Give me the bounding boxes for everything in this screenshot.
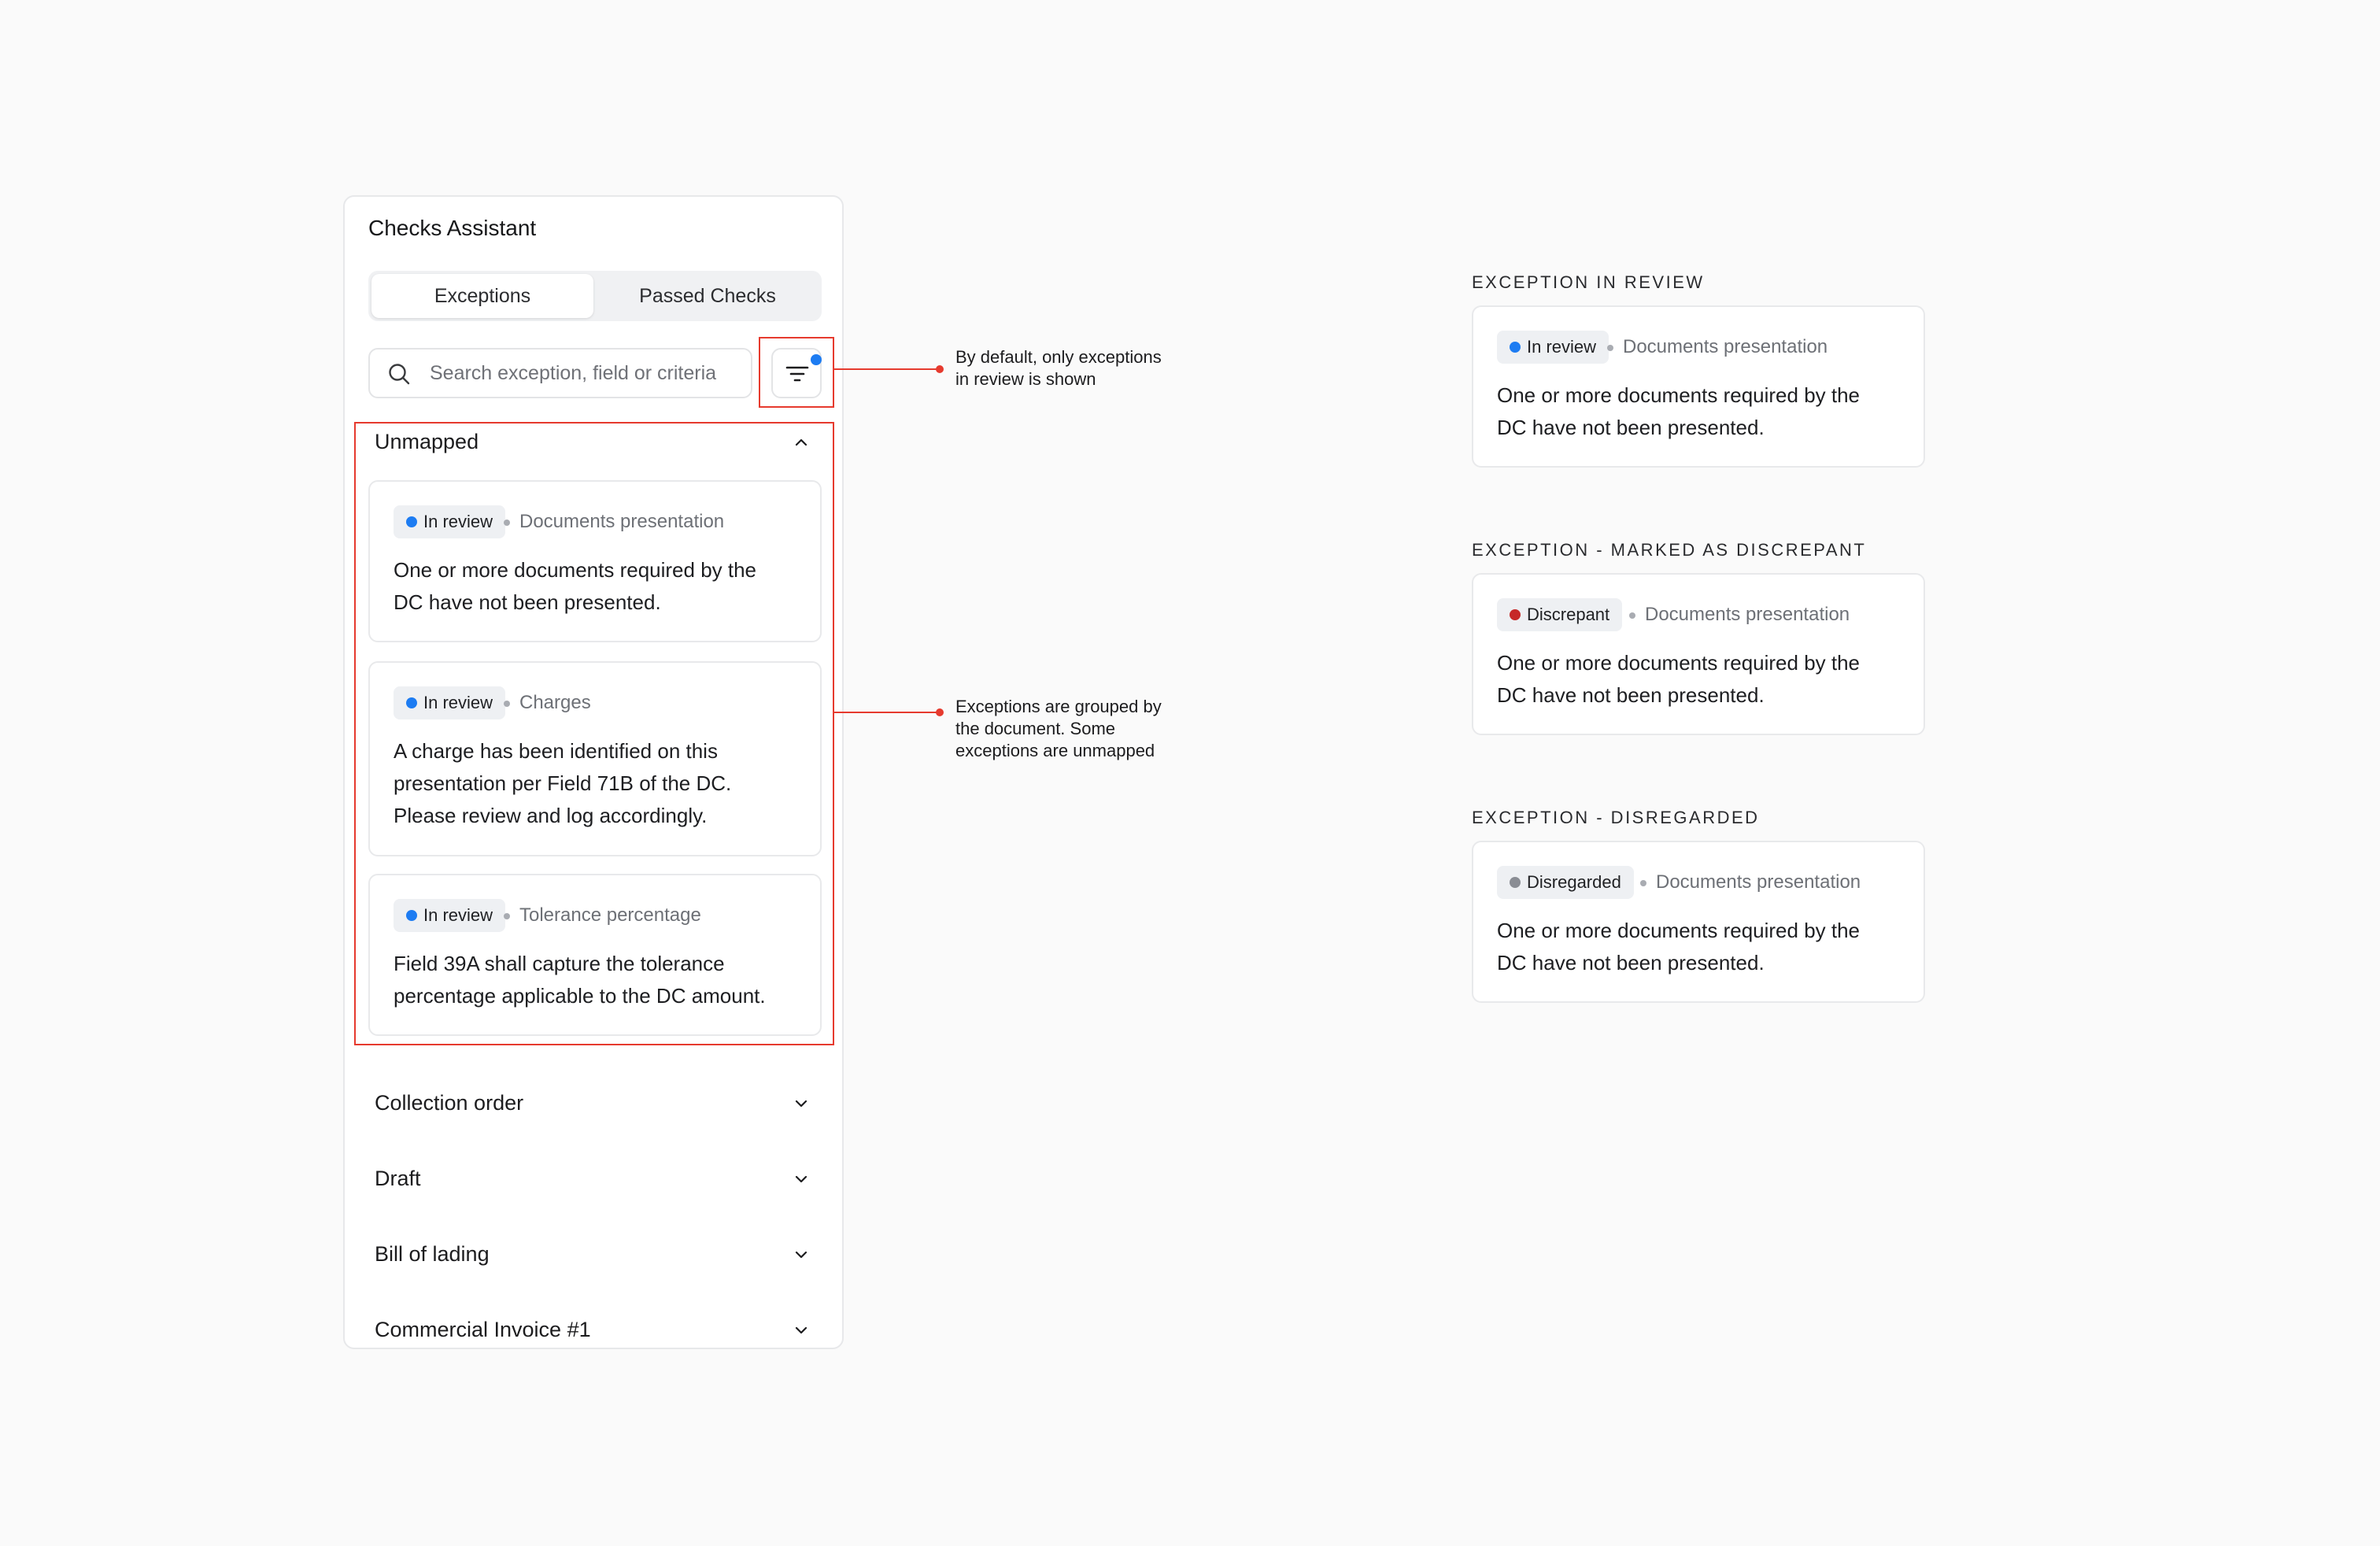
separator-dot (1629, 612, 1635, 619)
text-line: DC have not been presented. (1497, 416, 1765, 439)
chevron-down-icon (793, 1171, 809, 1187)
annotation-dot (936, 365, 944, 373)
example-label-disregarded: EXCEPTION - DISREGARDED (1472, 808, 1760, 827)
status-label: In review (1527, 337, 1597, 357)
exception-category (1598, 331, 1828, 364)
status-badge (1497, 866, 1634, 899)
annotation-connector (834, 368, 940, 370)
text-line: DC have not been presented. (1497, 683, 1765, 707)
status-badge (1497, 598, 1622, 631)
status-dot (1510, 342, 1521, 353)
category-label: Documents presentation (1623, 336, 1828, 357)
text-line: DC have not been presented. (1497, 951, 1765, 975)
annotation-line: Exceptions are grouped by (955, 697, 1162, 716)
group-label: Commercial Invoice #1 (375, 1318, 591, 1341)
group-label: Bill of lading (375, 1242, 490, 1266)
group-label: Draft (375, 1167, 421, 1190)
annotation-line: By default, only exceptions (955, 347, 1162, 367)
search-input[interactable] (430, 350, 745, 397)
text-line: One or more documents required by the (1497, 919, 1861, 942)
text-line: One or more documents required by the (1497, 651, 1861, 675)
exception-category (1620, 598, 1850, 631)
tab-exceptions[interactable]: Exceptions (371, 274, 593, 318)
tab-bar (368, 271, 822, 321)
status-label: In review (423, 905, 493, 925)
text-line: Field 39A shall capture the tolerance (394, 952, 725, 975)
example-label-discrepant: EXCEPTION - MARKED AS DISCREPANT (1472, 540, 1867, 560)
category-label: Documents presentation (1656, 871, 1861, 893)
group-header-collection-order[interactable] (368, 1080, 822, 1127)
annotation-connector (834, 712, 940, 713)
chevron-down-icon (793, 1247, 809, 1263)
exception-text (1497, 915, 1905, 979)
exception-category (1631, 866, 1861, 899)
text-line: A charge has been identified on this (394, 739, 718, 763)
status-dot (1510, 877, 1521, 888)
annotation-dot (936, 708, 944, 716)
annotation-line: the document. Some (955, 719, 1116, 738)
group-annotation (955, 696, 1162, 762)
status-label: In review (423, 512, 493, 531)
group-header-commercial-invoice[interactable] (368, 1307, 822, 1354)
status-badge (1497, 331, 1609, 364)
example-label-in-review: EXCEPTION IN REVIEW (1472, 272, 1705, 292)
group-highlight-box (354, 422, 834, 1045)
status-label: In review (423, 693, 493, 712)
exception-text (1497, 379, 1905, 444)
group-label: Unmapped (375, 430, 479, 453)
text-line: One or more documents required by the (1497, 383, 1861, 407)
filter-highlight-box (759, 337, 834, 408)
annotation-line: in review is shown (955, 369, 1096, 389)
status-label: Disregarded (1527, 872, 1621, 892)
annotation-line: exceptions are unmapped (955, 741, 1155, 760)
group-header-bill-of-lading[interactable] (368, 1231, 822, 1278)
search-box (368, 348, 752, 398)
chevron-down-icon (793, 1096, 809, 1111)
chevron-down-icon (793, 1322, 809, 1338)
status-dot (1510, 609, 1521, 620)
status-label: Discrepant (1527, 605, 1610, 624)
exception-text (1497, 647, 1905, 712)
text-line: presentation per Field 71B of the DC. (394, 771, 732, 795)
search-icon (387, 362, 411, 386)
category-label: Tolerance percentage (519, 904, 701, 926)
text-line: Please review and log accordingly. (394, 804, 708, 827)
group-header-draft[interactable] (368, 1156, 822, 1203)
panel-title: Checks Assistant (368, 216, 537, 240)
category-label: Documents presentation (1645, 604, 1850, 625)
example-card-discrepant (1472, 573, 1925, 735)
example-card-in-review (1472, 305, 1925, 468)
text-line: DC have not been presented. (394, 590, 661, 614)
category-label: Documents presentation (519, 511, 725, 532)
category-label: Charges (519, 692, 591, 713)
separator-dot (1607, 345, 1613, 351)
group-label: Collection order (375, 1091, 524, 1115)
filter-annotation (955, 346, 1162, 390)
tab-passed-checks[interactable]: Passed Checks (639, 285, 776, 307)
example-card-disregarded (1472, 841, 1925, 1003)
separator-dot (1640, 880, 1646, 886)
text-line: percentage applicable to the DC amount. (394, 984, 766, 1008)
text-line: One or more documents required by the (394, 558, 757, 582)
